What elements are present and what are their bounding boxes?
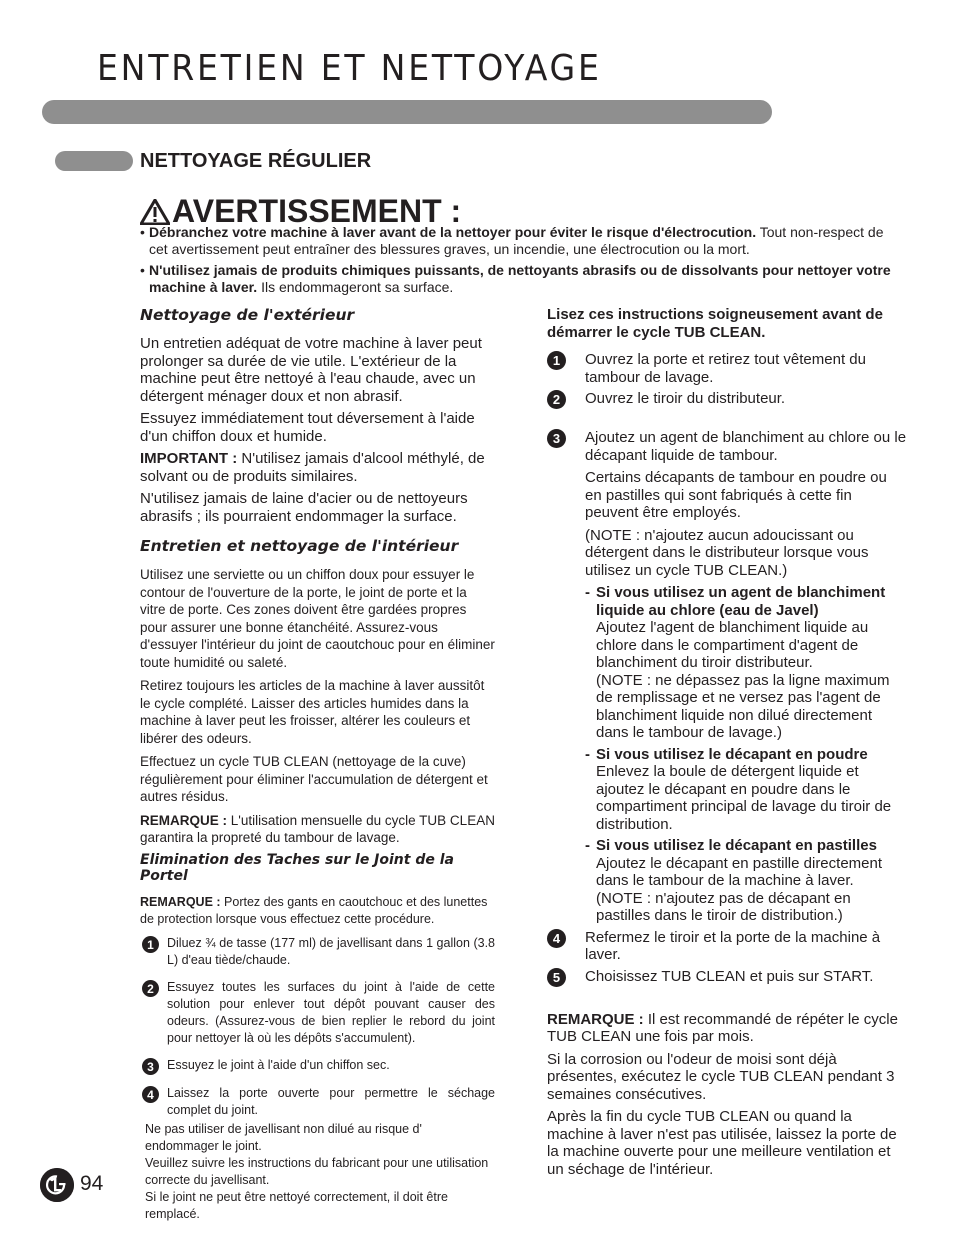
stain-step-text: Essuyez le joint à l'aide d'un chiffon sec. bbox=[167, 1058, 390, 1072]
tubclean-sub-text: Enlevez la boule de détergent liquide et ajoutez le décapant en poudre dans le compartiment principal de lavage du tiroir de distribution. bbox=[596, 763, 892, 833]
interior-body bbox=[140, 566, 495, 847]
remark-label: REMARQUE : bbox=[547, 1010, 644, 1028]
interior-heading: Entretien et nettoyage de l'intérieur bbox=[140, 537, 459, 555]
dash-icon: - bbox=[585, 837, 590, 854]
warning-item-bold: N'utilisez jamais de produits chimiques puissants, de nettoyants abrasifs ou de dissolvants pour nettoyer votre machine à laver. bbox=[149, 262, 891, 295]
tubclean-sub-text: Ajoutez l'agent de blanchiment liquide au chlore dans le compartiment d'agent de blanchiment du tiroir distributeur. bbox=[596, 619, 869, 671]
stains-section bbox=[140, 852, 495, 1223]
step-number: 5 bbox=[547, 968, 566, 987]
warning-item-text: Ils endommageront sa surface. bbox=[257, 279, 454, 295]
warning-title-text: AVERTISSEMENT : bbox=[172, 193, 462, 229]
exterior-p4: N'utilisez jamais de laine d'acier ou de nettoyeurs abrasifs ; ils pourraient endommager la surface. bbox=[140, 490, 468, 525]
interior-p1: Utilisez une serviette ou un chiffon doux pour essuyer le contour de l'ouverture de la porte, le joint de porte et la vitre de porte. Ces zones doivent être gardées propres pour assurer une bonne étanchéité. Assurez-vous d'essuyer l'intérieur du joint de caoutchouc pour en éliminer toute humidité ou saleté. bbox=[140, 567, 495, 670]
tubclean-step bbox=[547, 929, 907, 964]
tubclean-step bbox=[547, 429, 907, 925]
stain-step-text: Diluez ¾ de tasse (177 ml) de javellisant dans 1 gallon (3.8 L) d'eau tiède/chaude. bbox=[167, 936, 495, 967]
tubclean-intro: Lisez ces instructions soigneusement avant de démarrer le cycle TUB CLEAN. bbox=[547, 306, 883, 341]
interior-section bbox=[140, 537, 495, 853]
warning-triangle-icon bbox=[140, 199, 170, 225]
remark-label: REMARQUE : bbox=[140, 895, 221, 909]
bullet-icon: • bbox=[140, 224, 145, 240]
interior-p2: Retirez toujours les articles de la machine à laver aussitôt le cycle complété. Laisser des articles humides dans la machine à laver peut les froisser, altérer les couleurs et libérer des odeurs. bbox=[140, 678, 485, 746]
stain-step-text: Laissez la porte ouverte pour permettre le séchage complet du joint. bbox=[167, 1086, 495, 1117]
tubclean-step3-body bbox=[585, 429, 907, 925]
step-number: 3 bbox=[142, 1058, 159, 1075]
tubclean-step-text: Ouvrez la porte et retirez tout vêtement du tambour de lavage. bbox=[585, 351, 866, 386]
tubclean-sub-item bbox=[585, 837, 907, 925]
dash-icon: - bbox=[585, 584, 590, 601]
important-label: IMPORTANT : bbox=[140, 450, 238, 467]
interior-p4 bbox=[140, 812, 495, 847]
section-pill bbox=[55, 151, 133, 171]
tubclean-sub-item bbox=[585, 584, 907, 742]
exterior-section bbox=[140, 306, 495, 530]
warning-list bbox=[140, 224, 900, 300]
page-title: ENTRETIEN ET NETTOYAGE bbox=[97, 48, 602, 89]
title-bar bbox=[42, 100, 772, 124]
step-number: 2 bbox=[142, 980, 159, 997]
stains-note-text: Portez des gants en caoutchouc et des lunettes de protection lorsque vous effectuez cette procédure. bbox=[140, 895, 488, 926]
tubclean-step bbox=[547, 968, 907, 987]
interior-p4-text: L'utilisation mensuelle du cycle TUB CLEAN garantira la propreté du tambour de lavage. bbox=[140, 812, 495, 845]
step-number: 1 bbox=[142, 936, 159, 953]
tubclean-sub-text: Ajoutez le décapant en pastille directement dans le tambour de la machine à laver. bbox=[596, 854, 883, 889]
tubclean-p3: Après la fin du cycle TUB CLEAN ou quand la machine à laver n'est pas utilisée, laissez la porte de la machine ouverte pour une meilleure ventilation et un séchage de l'intérieur. bbox=[547, 1108, 897, 1178]
step-number: 2 bbox=[547, 390, 566, 409]
stains-after-1: Ne pas utiliser de javellisant non dilué au risque d' endommager le joint. bbox=[145, 1122, 422, 1153]
exterior-p2: Essuyez immédiatement tout déversement à l'aide d'un chiffon doux et humide. bbox=[140, 410, 475, 445]
tubclean-remark bbox=[547, 1011, 907, 1046]
tubclean-p2: Si la corrosion ou l'odeur de moisi sont déjà présentes, exécutez le cycle TUB CLEAN pendant 3 semaines consécutives. bbox=[547, 1050, 895, 1103]
tubclean-step3-p2: Certains décapants de tambour en poudre ou en pastilles qui sont fabriqués à cette fin peuvent être employés. bbox=[585, 469, 887, 521]
section-heading: NETTOYAGE RÉGULIER bbox=[140, 150, 372, 172]
tubclean-sub-title: Si vous utilisez un agent de blanchiment liquide au chlore (eau de Javel) bbox=[596, 584, 886, 619]
stains-after bbox=[145, 1121, 495, 1223]
tubclean-closing bbox=[547, 1011, 907, 1179]
exterior-p3 bbox=[140, 450, 495, 485]
exterior-body bbox=[140, 335, 495, 525]
step-number: 4 bbox=[142, 1086, 159, 1103]
exterior-p3-text: N'utilisez jamais d'alcool méthylé, de solvant ou de produits similaires. bbox=[140, 450, 485, 485]
tubclean-sub-item bbox=[585, 746, 907, 834]
tubclean-sub-title: Si vous utilisez le décapant en pastilles bbox=[596, 837, 877, 854]
tubclean-sub-note: (NOTE : n'ajoutez pas de décapant en pastilles dans le tiroir de distribution.) bbox=[596, 889, 851, 924]
stain-step bbox=[142, 979, 495, 1047]
stains-note bbox=[140, 894, 495, 928]
step-number: 4 bbox=[547, 929, 566, 948]
warning-item bbox=[140, 224, 900, 258]
step-number: 1 bbox=[547, 351, 566, 370]
tubclean-step3-p3: (NOTE : n'ajoutez aucun adoucissant ou détergent dans le distributeur lorsque vous utilisez un cycle TUB CLEAN.) bbox=[585, 526, 869, 579]
bullet-icon: • bbox=[140, 262, 145, 278]
warning-item bbox=[140, 262, 900, 296]
stain-step-text: Essuyez toutes les surfaces du joint à l'aide de cette solution pour enlever tout dépôt pouvant causer des odeurs. (Assurez-vous de bien replier le rebord du joint pour nettoyer là où les dépôts s'accumulent). bbox=[167, 980, 495, 1045]
dash-icon: - bbox=[585, 745, 590, 763]
page-number: 94 bbox=[80, 1172, 104, 1195]
tubclean-step bbox=[547, 390, 907, 409]
warning-item-bold: Débranchez votre machine à laver avant de la nettoyer pour éviter le risque d'électrocution. bbox=[149, 224, 757, 240]
lg-logo-icon bbox=[40, 1168, 74, 1202]
stains-after-2: Veuillez suivre les instructions du fabricant pour une utilisation correcte du javellisant. bbox=[145, 1156, 489, 1187]
tubclean-step-text: Ouvrez le tiroir du distributeur. bbox=[585, 390, 786, 407]
tubclean-step bbox=[547, 351, 907, 386]
tubclean-remark-text: Il est recommandé de répéter le cycle TUB CLEAN une fois par mois. bbox=[547, 1010, 898, 1045]
stain-step bbox=[142, 1057, 495, 1075]
tubclean-step-text: Refermez le tiroir et la porte de la machine à laver. bbox=[585, 928, 881, 963]
interior-p3: Effectuez un cycle TUB CLEAN (nettoyage de la cuve) régulièrement pour éliminer l'accumulation de détergent et autres résidus. bbox=[140, 754, 488, 804]
exterior-p1: Un entretien adéquat de votre machine à laver peut prolonger sa durée de vie utile. L'extérieur de la machine peut être nettoyé à l'eau chaude, avec un détergent ménager doux et non abrasif. bbox=[140, 335, 482, 405]
tubclean-sub-note: (NOTE : ne dépassez pas la ligne maximum de remplissage et ne versez pas l'agent de blanchiment liquide non dilué directement dans le tambour de lavage.) bbox=[596, 671, 890, 741]
step-number: 3 bbox=[547, 429, 566, 448]
tubclean-step-text: Choisissez TUB CLEAN et puis sur START. bbox=[585, 967, 874, 985]
warning-item-text: Tout non-respect de cet avertissement peut entraîner des blessures graves, un incendie, une électrocution ou la mort. bbox=[149, 224, 884, 257]
stain-step bbox=[142, 1085, 495, 1119]
stains-after-3: Si le joint ne peut être nettoyé correctement, il doit être remplacé. bbox=[145, 1190, 448, 1221]
stain-step bbox=[142, 935, 495, 969]
tubclean-sub-title: Si vous utilisez le décapant en poudre bbox=[596, 745, 868, 763]
stains-heading: Elimination des Taches sur le Joint de la Portel bbox=[140, 852, 454, 884]
remark-label: REMARQUE : bbox=[140, 812, 227, 828]
tubclean-step-text: Ajoutez un agent de blanchiment au chlore ou le décapant liquide de tambour. bbox=[585, 429, 907, 464]
tubclean-section bbox=[547, 306, 907, 1183]
exterior-heading: Nettoyage de l'extérieur bbox=[140, 306, 355, 324]
